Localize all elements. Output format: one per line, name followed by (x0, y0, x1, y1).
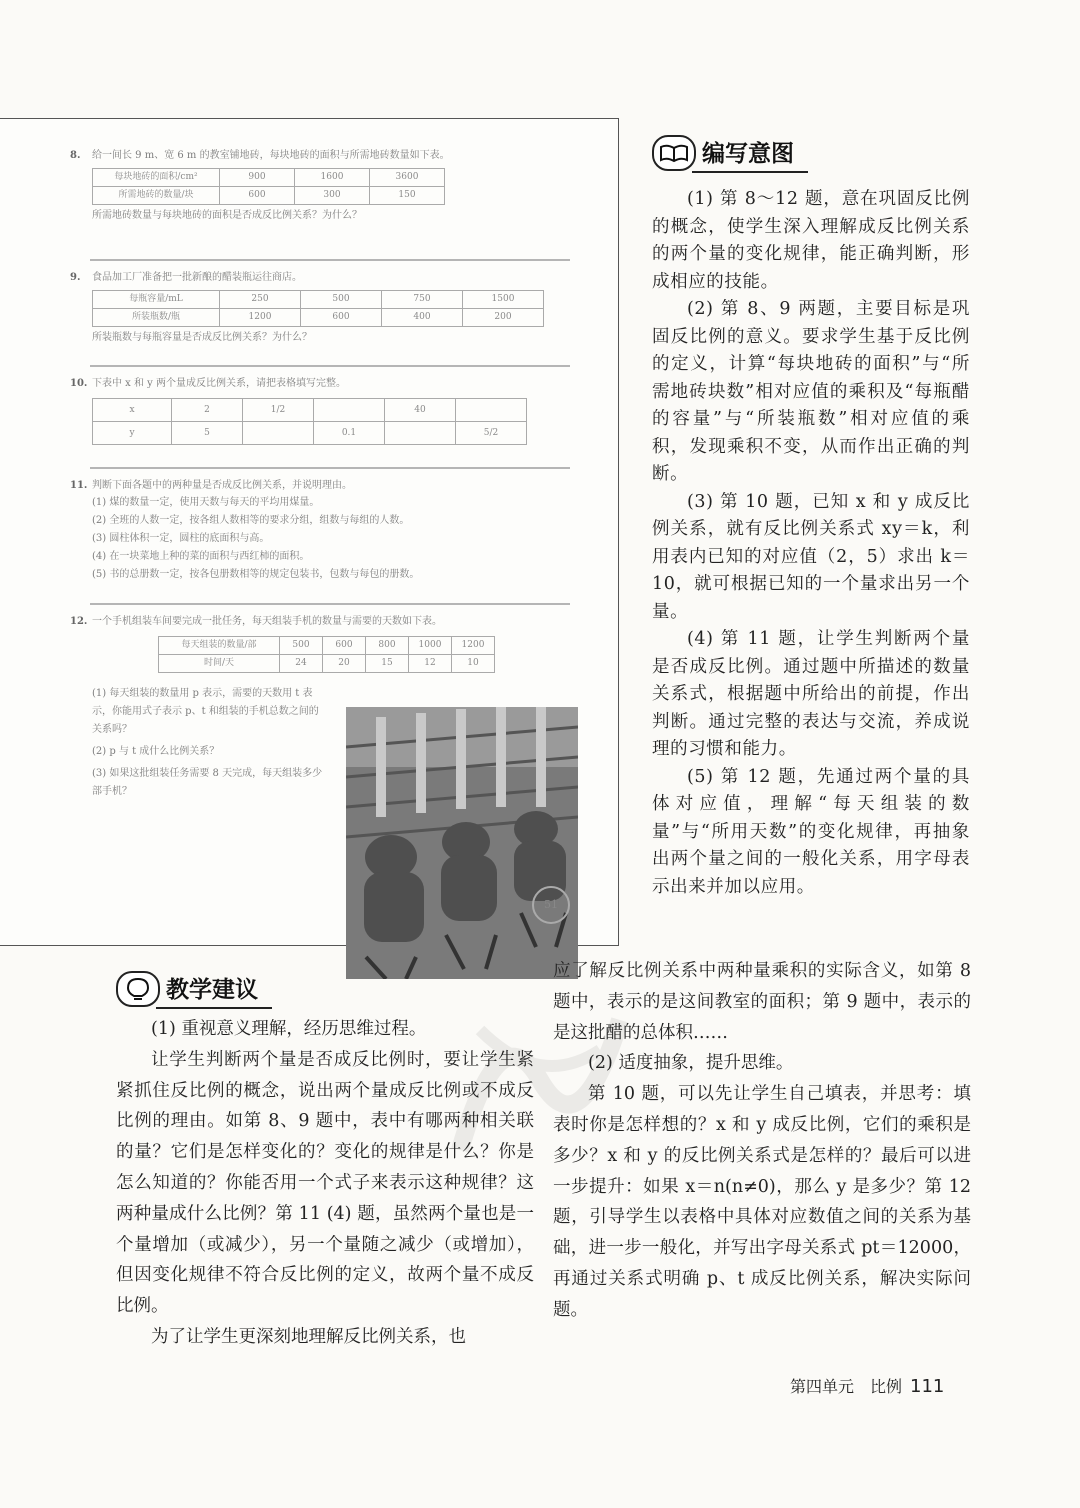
table-cell: 5 (172, 422, 243, 445)
table-cell: 2 (172, 399, 243, 422)
table-cell: 600 (301, 309, 382, 327)
table-cell: 15 (366, 655, 409, 673)
sub-item: (2) 全班的人数一定，按各组人数相等的要求分组，组数与每组的人数。 (92, 515, 410, 526)
intent-paragraph: (4) 第 11 题，让学生判断两个量是否成反比例。通过题中所描述的数量关系式，根据题中所给出的前提，作出判断。通过完整的表达与交流，养成说理的习惯和能力。 (652, 629, 970, 759)
table-cell (314, 399, 385, 422)
table-head: 所需地砖的数量/块 (93, 187, 220, 205)
table-cell: 0.1 (314, 422, 385, 445)
advice-title: 教学建议 (156, 968, 272, 1009)
lightbulb-icon (116, 971, 160, 1007)
table-cell: 1/2 (243, 399, 314, 422)
problem-9 (70, 269, 572, 346)
table-head: 时间/天 (159, 655, 280, 673)
table-cell: 250 (220, 291, 301, 309)
table-cell: 750 (382, 291, 463, 309)
data-table (158, 636, 495, 673)
table-cell (456, 399, 527, 422)
table-cell: 150 (370, 187, 445, 205)
problem-stem: 一个手机组装车间要完成一批任务，每天组装手机的数量与需要的天数如下表。 (92, 616, 442, 627)
table-cell: 200 (463, 309, 544, 327)
advice-paragraph: 第 10 题，可以先让学生自己填表，并思考：填表时你是怎样想的？x 和 y 成反比例，它们的乘积是多少？x 和 y 的反比例关系式是怎样的？最后可以进一步提升：如果 x＝n(n≠0)，那么 y 是多少？第 12 题，引导学生以表格中具体对应数值之间的关系为基础，进一步一般化，并写出字母关系式 pt＝12000，再通过关系式明确 p、t 成反比例关系，解决实际问题。 (553, 1084, 971, 1320)
table-cell: 500 (301, 291, 382, 309)
problem-stem: 给一间长 9 m、宽 6 m 的教室铺地砖，每块地砖的面积与所需地砖数量如下表。 (92, 150, 450, 161)
intent-section (652, 186, 970, 901)
table-cell: 300 (295, 187, 370, 205)
table-cell: 600 (220, 187, 295, 205)
sub-item: (2) p 与 t 成什么比例关系？ (92, 746, 220, 757)
divider (90, 259, 570, 261)
page-number: 111 (910, 1376, 945, 1397)
table-cell: 800 (366, 637, 409, 655)
problem-question: 所装瓶数与每瓶容量是否成反比例关系？为什么？ (92, 332, 312, 343)
problem-number: 9. (70, 272, 81, 283)
advice-paragraph: (2) 适度抽象，提升思维。 (588, 1053, 794, 1074)
table-cell: 3600 (370, 169, 445, 187)
table-cell: 1600 (295, 169, 370, 187)
problem-number: 10. (70, 378, 88, 389)
table-cell: 400 (382, 309, 463, 327)
problem-10 (70, 375, 572, 445)
intent-paragraph: (5) 第 12 题，先通过两个量的具体对应值，理解“每天组装的数量”与“所用天数”的变化规律，再抽象出两个量之间的一般化关系，用字母表示出来并加以应用。 (652, 766, 970, 897)
table-cell: 900 (220, 169, 295, 187)
table-cell: 1200 (452, 637, 495, 655)
advice-left-column (116, 1014, 534, 1353)
table-cell: 1500 (463, 291, 544, 309)
advice-paragraph: 让学生判断两个量是否成反比例时，要让学生紧紧抓住反比例的概念，说出两个量成反比例或不成反比例的理由。如第 8、9 题中，表中有哪两种相关联的量？它们是怎样变化的？变化的规律是什么？你是怎么知道的？你能否用一个式子来表示这种规律？这两种量成什么比例？第 11 (4) 题，虽然两个量也是一个量增加（或减少），另一个量随之减少（或增加），但因变化规律不符合反比例的定义，故两个量不成反比例。 (116, 1049, 534, 1317)
advice-right-column (553, 956, 971, 1326)
table-cell (243, 422, 314, 445)
divider (90, 467, 570, 469)
table-cell: 1000 (409, 637, 452, 655)
fill-table (92, 398, 527, 445)
sub-item: (1) 煤的数量一定，使用天数与每天的平均用煤量。 (92, 497, 320, 508)
advice-paragraph: 应了解反比例关系中两种量乘积的实际含义，如第 8 题中，表示的是这间教室的面积；第 9 题中，表示的是这批醋的总体积…… (553, 961, 971, 1043)
table-cell: 1200 (220, 309, 301, 327)
data-table (92, 290, 544, 327)
table-cell: 600 (323, 637, 366, 655)
factory-workers-photo (346, 707, 578, 979)
intent-paragraph: (3) 第 10 题，已知 x 和 y 成反比例关系，就有反比例关系式 xy＝k，利用表内已知的对应值（2，5）求出 k＝10，就可根据已知的一个量求出另一个量。 (652, 491, 970, 622)
table-cell: 20 (323, 655, 366, 673)
intent-title: 编写意图 (692, 132, 808, 173)
advice-heading (116, 968, 272, 1009)
problem-11 (70, 477, 572, 584)
problem-stem: 食品加工厂准备把一批新酿的醋装瓶运往商店。 (92, 272, 302, 283)
table-cell: 10 (452, 655, 495, 673)
sub-item: (4) 在一块菜地上种的菜的面积与西红柿的面积。 (92, 551, 310, 562)
table-head: x (93, 399, 172, 422)
table-head: 所装瓶数/瓶 (93, 309, 220, 327)
table-cell (385, 422, 456, 445)
sub-item: (1) 每天组装的数量用 p 表示，需要的天数用 t 表示，你能用式子表示 p、t 和组装的手机总数之间的关系吗？ (92, 688, 319, 735)
page-footer (790, 1374, 944, 1397)
problem-question: 所需地砖数量与每块地砖的面积是否成反比例关系？为什么？ (92, 210, 362, 221)
table-cell: 500 (280, 637, 323, 655)
data-table (92, 168, 445, 205)
intent-paragraph: (2) 第 8、9 两题，主要目标是巩固反比例的意义。要求学生基于反比例的定义，计算“每块地砖的面积”与“所需地砖块数”相对应值的乘积及“每瓶醋的容量”与“所装瓶数”相对应值的乘积，发现乘积不变，从而作出正确的判断。 (652, 299, 970, 484)
table-head: 每瓶容量/mL (93, 291, 220, 309)
problem-8 (70, 147, 572, 224)
sub-item: (3) 如果这批组装任务需要 8 天完成，每天组装多少部手机？ (92, 768, 323, 797)
unit-label: 第四单元 比例 (790, 1377, 903, 1396)
textbook-page-image (0, 118, 619, 946)
sub-item: (5) 书的总册数一定，按各包册数相等的规定包装书，包数与每包的册数。 (92, 569, 420, 580)
table-cell: 12 (409, 655, 452, 673)
problem-number: 11. (70, 480, 88, 491)
book-icon (652, 135, 696, 171)
sub-item: (3) 圆柱体积一定，圆柱的底面积与高。 (92, 533, 270, 544)
problem-number: 8. (70, 150, 81, 161)
divider (90, 603, 570, 605)
table-head: y (93, 422, 172, 445)
problem-stem: 下表中 x 和 y 两个量成反比例关系，请把表格填写完整。 (92, 378, 347, 389)
table-head: 每块地砖的面积/cm² (93, 169, 220, 187)
table-cell: 40 (385, 399, 456, 422)
table-cell: 5/2 (456, 422, 527, 445)
divider (90, 365, 570, 367)
intent-heading (652, 132, 808, 173)
intent-paragraph: (1) 第 8～12 题，意在巩固反比例的概念，使学生深入理解成反比例关系的两个量的变化规律，能正确判断，形成相应的技能。 (652, 189, 970, 292)
problem-stem: 判断下面各题中的两种量是否成反比例关系，并说明理由。 (92, 480, 352, 491)
advice-paragraph: (1) 重视意义理解，经历思维过程。 (151, 1019, 427, 1039)
advice-paragraph: 为了让学生更深刻地理解反比例关系，也 (151, 1326, 466, 1347)
table-cell: 24 (280, 655, 323, 673)
table-head: 每天组装的数量/部 (159, 637, 280, 655)
textbook-page-number: 51 (532, 886, 570, 924)
problem-number: 12. (70, 616, 88, 627)
